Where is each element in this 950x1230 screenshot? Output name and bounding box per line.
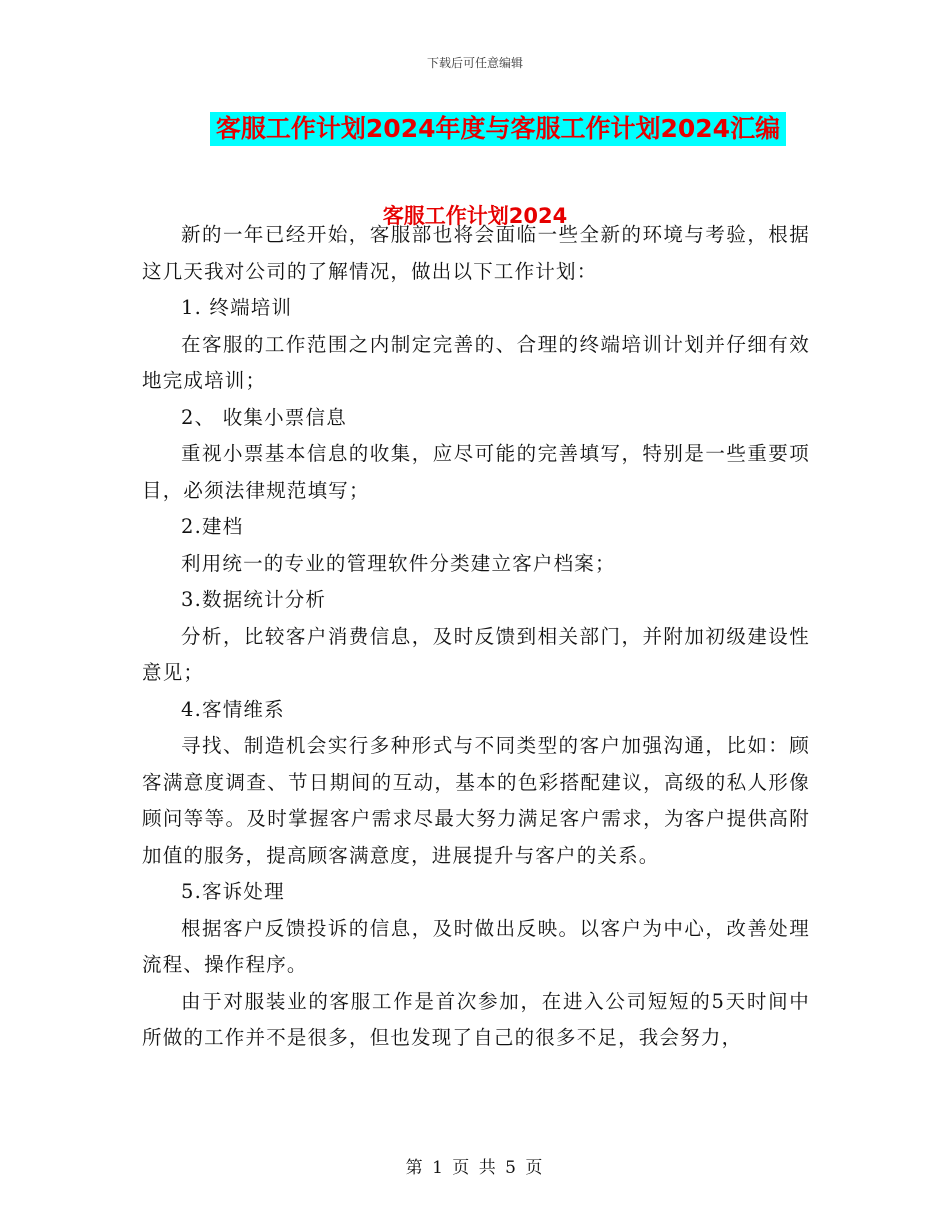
paragraph-intro: 新的一年已经开始，客服部也将会面临一些全新的环境与考验，根据这几天我对公司的了解情况，做出以下工作计划： [142, 223, 810, 283]
heading-archive: 2.建档 [181, 515, 244, 538]
heading-data-analysis: 3.数据统计分析 [181, 588, 327, 611]
header-note: 下载后可任意编辑 [426, 56, 523, 70]
document-body [142, 217, 810, 1057]
paragraph-customer-relations: 寻找、制造机会实行多种形式与不同类型的客户加强沟通，比如：顾客满意度调查、节日期间的互动，基本的色彩搭配建议，高级的私人形像顾问等等。及时掌握客户需求尽最大努力满足客户需求，为客户提供高附加值的服务，提高顾客满意度，进展提升与客户的关系。 [142, 734, 810, 867]
heading-complaint-handling: 5.客诉处理 [181, 880, 285, 903]
heading-receipt-info: 2、 收集小票信息 [181, 405, 347, 429]
document-title: 客服工作计划2024年度与客服工作计划2024汇编 [210, 112, 786, 146]
paragraph-complaint-handling: 根据客户反馈投诉的信息，及时做出反映。以客户为中心，改善处理流程、操作程序。 [142, 916, 810, 976]
paragraph-closing: 由于对服装业的客服工作是首次参加，在进入公司短短的5天时间中所做的工作并不是很多，但也发现了自己的很多不足，我会努力， [142, 989, 810, 1049]
paragraph-terminal-training: 在客服的工作范围之内制定完善的、合理的终端培训计划并仔细有效地完成培训； [142, 332, 810, 392]
paragraph-data-analysis: 分析，比较客户消费信息，及时反馈到相关部门，并附加初级建设性意见； [142, 624, 810, 684]
heading-customer-relations: 4.客情维系 [181, 697, 285, 721]
section-title: 客服工作计划2024 [382, 204, 568, 228]
paragraph-archive: 利用统一的专业的管理软件分类建立客户档案； [181, 551, 616, 575]
paragraph-receipt-info: 重视小票基本信息的收集，应尽可能的完善填写，特别是一些重要项目，必须法律规范填写； [142, 442, 810, 502]
page-indicator: 第 1 页 共 5 页 [405, 1158, 545, 1178]
heading-terminal-training: 1. 终端培训 [181, 296, 293, 319]
